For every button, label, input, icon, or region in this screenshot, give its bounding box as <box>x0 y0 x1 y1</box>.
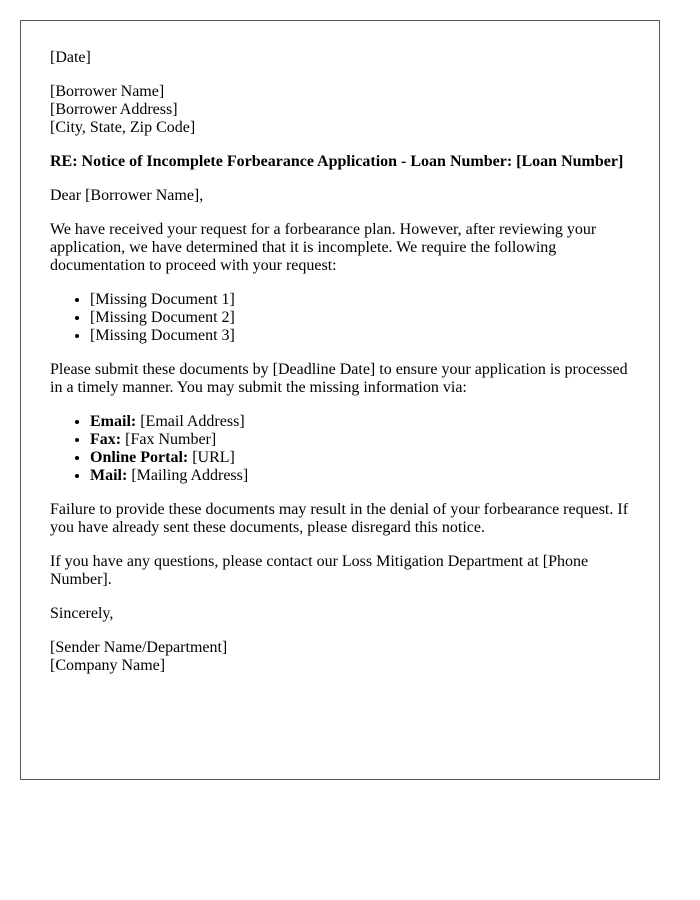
method-value: [Email Address] <box>140 413 245 430</box>
method-value: [Mailing Address] <box>131 467 249 484</box>
missing-document-item: • [Missing Document 3] <box>90 327 630 345</box>
warning-paragraph: Failure to provide these documents may result in the denial of your forbearance request. If you have already sent these documents, please disregard this notice. <box>50 501 629 536</box>
recipient-address: [Borrower Address] <box>50 101 178 118</box>
salutation: Dear [Borrower Name], <box>50 187 204 204</box>
method-value: [URL] <box>192 449 235 466</box>
subject-line: RE: Notice of Incomplete Forbearance Application - Loan Number: [Loan Number] <box>50 153 624 170</box>
missing-documents-list <box>50 291 630 345</box>
recipient-city-state-zip: [City, State, Zip Code] <box>50 119 196 136</box>
submission-method-mail <box>90 467 630 485</box>
recipient-name: [Borrower Name] <box>50 83 165 100</box>
signature-block <box>50 639 630 675</box>
closing: Sincerely, <box>50 605 114 622</box>
submission-method-fax <box>90 431 630 449</box>
submission-methods-list <box>50 413 630 485</box>
letter-page <box>20 20 660 780</box>
recipient-block <box>50 83 630 137</box>
intro-paragraph: We have received your request for a forbearance plan. However, after reviewing your application, we have determined that it is incomplete. We require the following documentation to proceed with your request: <box>50 221 597 274</box>
method-label: Fax: <box>90 431 122 448</box>
signature-company: [Company Name] <box>50 657 166 674</box>
method-value: [Fax Number] <box>125 431 217 448</box>
contact-paragraph: If you have any questions, please contact our Loss Mitigation Department at [Phone Number]. <box>50 553 589 588</box>
letter-date: [Date] <box>50 49 91 66</box>
submission-method-email <box>90 413 630 431</box>
signature-sender: [Sender Name/Department] <box>50 639 228 656</box>
submission-method-portal <box>90 449 630 467</box>
method-label: Mail: <box>90 467 128 484</box>
missing-document-item: • [Missing Document 1] <box>90 291 630 309</box>
method-label: Online Portal: <box>90 449 189 466</box>
submit-instructions: Please submit these documents by [Deadline Date] to ensure your application is processed in a timely manner. You may submit the missing information via: <box>50 361 628 396</box>
method-label: Email: <box>90 413 137 430</box>
missing-document-item: • [Missing Document 2] <box>90 309 630 327</box>
